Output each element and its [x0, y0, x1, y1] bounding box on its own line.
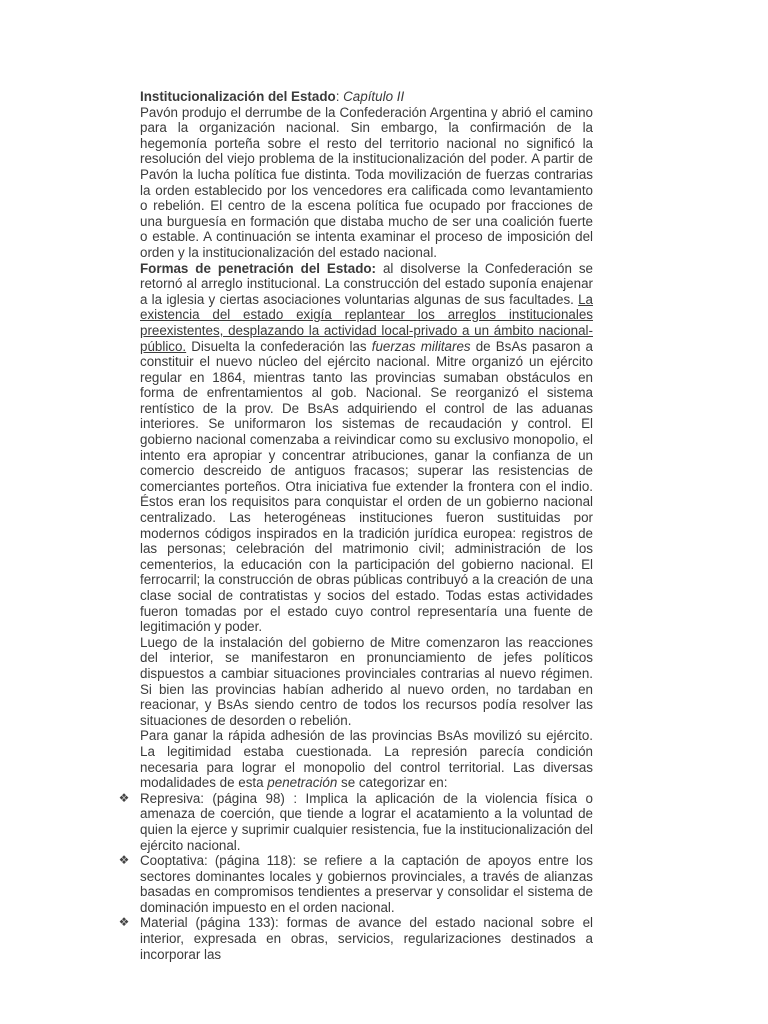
- adhesion-text-1: Para ganar la rápida adhesión de las provincias BsAs movilizó su ejército. La legitimidad estaba cuestionada. La represión parecía condición necesaria para lograr el monopolio del control territorial. Las diversas modalidades de esta: [140, 728, 593, 791]
- formas-text-3: de BsAs pasaron a constituir el nuevo núcleo del ejército nacional. Mitre organizó un ejército regular en 1864, mientras tanto las provincias sumaban obstáculos en forma de enfrentamientos al gob. Nacional. Se reorganizó el sistema rentístico de la prov. De BsAs adquiriendo el control de las aduanas interiores. Se uniformaron los sistemas de recaudación y control. El gobierno nacional comenzaba a reivindicar como su exclusivo monopolio, el intento era apropiar y concentrar atribuciones, ganar la confianza de un comercio descreido de antiguos fracasos; superar las resistencias de comerciantes porteños. Otra iniciativa fue extender la frontera con el indio. Éstos eran los requisitos para conquistar el orden de un gobierno nacional centralizado. Las heterogéneas instituciones fueron sustituidas por modernos códigos inspirados en la tradición jurídica europea: registros de las personas; celebración del matrimonio civil; administración de los cementerios, la educación con la participación del gobierno nacional. El ferrocarril; la construcción de obras públicas contribuyó a la creación de una clase social de contratistas y socios del estado. Todas estas actividades fueron tomadas por el estado cuyo control representaría una fuente de legitimación y poder.: [140, 338, 593, 635]
- formas-italic: fuerzas militares: [371, 338, 471, 354]
- bullet-text: Cooptativa: (página 118): se refiere a la captación de apoyos entre los sectores dominantes locales y gobiernos provinciales, a través de alianzas basadas en compromisos tendientes a preservar y consolidar el sistema de dominación impuesto en el orden nacional.: [140, 853, 593, 915]
- list-item: [118, 790, 593, 853]
- document-title: [140, 89, 593, 105]
- formas-heading: Formas de penetración del Estado:: [140, 260, 377, 276]
- title-bold: Institucionalización del Estado: [140, 89, 336, 104]
- bullet-text: Material (página 133): formas de avance del estado nacional sobre el interior, expresada en obras, servicios, regularizaciones destinados a incorporar las: [140, 915, 593, 962]
- formas-paragraph: [140, 261, 593, 635]
- bullet-list: [118, 790, 593, 963]
- formas-text-1: al disolverse la Confederación se retornó al arreglo institucional. La construcción del estado suponía enajenar a la iglesia y ciertas asociaciones voluntarias algunas de sus facultades.: [140, 260, 593, 307]
- diamond-bullet-icon: ❖: [118, 790, 130, 805]
- title-colon: :: [335, 89, 344, 104]
- formas-text-2: Disuelta la confederación las: [186, 338, 372, 354]
- bullet-text: Represiva: (página 98) : Implica la aplicación de la violencia física o amenaza de coerción, que tiende a lograr el acatamiento a la voluntad de quien la ejerce y suprimir cualquier resistencia, fue la institucionalización del ejército nacional.: [140, 790, 593, 853]
- intro-paragraph: Pavón produjo el derrumbe de la Confederación Argentina y abrió el camino para la organización nacional. Sin embargo, la confirmación de la hegemonía porteña sobre el resto del territorio nacional no significó la resolución del viejo problema de la institucionalización del poder. A partir de Pavón la lucha política fue distinta. Toda movilización de fuerzas contrarias la orden establecido por los vencedores era calificada como levantamiento o rebelión. El centro de la escena política fue ocupado por fracciones de una burguesía en formación que distaba mucho de ser una coalición fuerte o estable. A continuación se intenta examinar el proceso de imposición del orden y la institucionalización del estado nacional.: [140, 104, 593, 260]
- diamond-bullet-icon: ❖: [118, 915, 130, 930]
- formas-underlined: La existencia del estado exigía replantear los arreglos institucionales preexistentes, desplazando la actividad local-privado a un ámbito nacional-público.: [140, 291, 593, 354]
- title-chapter: Capítulo II: [343, 89, 405, 104]
- list-item: [118, 915, 593, 962]
- adhesion-paragraph: [140, 728, 593, 790]
- diamond-bullet-icon: ❖: [118, 853, 130, 868]
- mitre-paragraph: Luego de la instalación del gobierno de Mitre comenzaron las reacciones del interior, se manifestaron en pronunciamiento de jefes políticos dispuestos a cambiar situaciones provinciales contrarias al nuevo régimen. Si bien las provincias habían adherido al nuevo orden, no tardaban en reacionar, y BsAs siendo centro de todos los recursos podía resolver las situaciones de desorden o rebelión.: [140, 634, 593, 728]
- adhesion-italic: penetración: [267, 775, 338, 791]
- document-body: [118, 89, 593, 962]
- adhesion-text-2: se categorizar en:: [337, 775, 448, 791]
- list-item: [118, 853, 593, 915]
